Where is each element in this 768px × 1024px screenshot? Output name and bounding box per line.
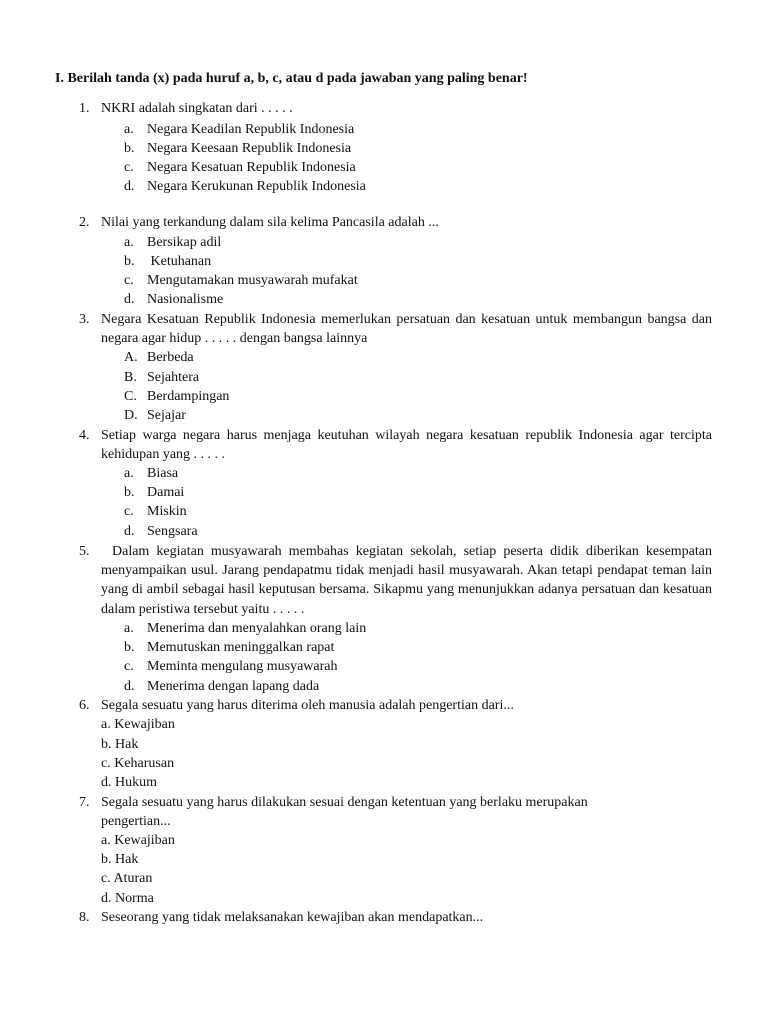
option-text: Biasa	[147, 466, 179, 481]
option-text: Menerima dengan lapang dada	[147, 679, 320, 694]
option-letter: A.	[124, 350, 138, 365]
option-text: d. Norma	[101, 891, 154, 906]
option-letter: D.	[124, 408, 138, 423]
option-letter: b.	[124, 640, 135, 655]
question-number: 6.	[79, 698, 90, 713]
instruction-heading: I. Berilah tanda (x) pada huruf a, b, c, atau d pada jawaban yang paling benar!	[55, 71, 528, 86]
option-letter: c.	[124, 273, 134, 288]
option-letter: a.	[124, 466, 134, 481]
option-text: c. Keharusan	[101, 756, 175, 771]
option-letter: B.	[124, 370, 137, 385]
option-text: Ketuhanan	[147, 254, 212, 269]
question-number: 5.	[79, 544, 90, 559]
option-letter: c.	[124, 160, 134, 175]
option-letter: C.	[124, 389, 137, 404]
question-text: Seseorang yang tidak melaksanakan kewajiban akan mendapatkan...	[101, 910, 484, 925]
question-text-line-2: pengertian...	[101, 814, 171, 829]
option-letter: a.	[124, 235, 134, 250]
option-letter: c.	[124, 504, 134, 519]
option-text: Negara Keadilan Republik Indonesia	[147, 122, 355, 137]
option-letter: b.	[124, 485, 135, 500]
question-text: Negara Kesatuan Republik Indonesia memerlukan persatuan dan kesatuan untuk membangun bangsa dan negara agar hidup . . . . . dengan bangsa lainnya	[101, 312, 712, 347]
option-text: d. Hukum	[101, 775, 157, 790]
question-number: 2.	[79, 215, 90, 230]
option-text: Meminta mengulang musyawarah	[147, 659, 338, 674]
option-letter: a.	[124, 122, 134, 137]
option-text: Menerima dan menyalahkan orang lain	[147, 621, 367, 636]
option-text: b. Hak	[101, 737, 139, 752]
option-text: c. Aturan	[101, 871, 153, 886]
option-text: a. Kewajiban	[101, 717, 175, 732]
option-letter: b.	[124, 254, 135, 269]
option-letter: d.	[124, 524, 135, 539]
option-letter: d.	[124, 292, 135, 307]
question-text: Setiap warga negara harus menjaga keutuhan wilayah negara kesatuan republik Indonesia agar tercipta kehidupan yang . . . . .	[101, 428, 712, 463]
option-text: Berbeda	[147, 350, 194, 365]
option-letter: b.	[124, 141, 135, 156]
question-text: Nilai yang terkandung dalam sila kelima Pancasila adalah ...	[101, 215, 439, 230]
option-text: Sejajar	[147, 408, 186, 423]
question-number: 7.	[79, 795, 90, 810]
question-number: 4.	[79, 428, 90, 443]
option-text: Mengutamakan musyawarah mufakat	[147, 273, 358, 288]
option-letter: c.	[124, 659, 134, 674]
option-text: Damai	[147, 485, 185, 500]
question-number: 8.	[79, 910, 90, 925]
option-text: Negara Keesaan Republik Indonesia	[147, 141, 352, 156]
question-text: Segala sesuatu yang harus diterima oleh manusia adalah pengertian dari...	[101, 698, 514, 713]
option-text: Nasionalisme	[147, 292, 224, 307]
question-text: NKRI adalah singkatan dari . . . . .	[101, 101, 293, 116]
option-text: Berdampingan	[147, 389, 230, 404]
option-text: Negara Kerukunan Republik Indonesia	[147, 179, 366, 194]
option-letter: d.	[124, 679, 135, 694]
option-text: Memutuskan meninggalkan rapat	[147, 640, 335, 655]
question-text-line-1: Segala sesuatu yang harus dilakukan sesuai dengan ketentuan yang berlaku merupakan	[101, 795, 588, 810]
question-text: Dalam kegiatan musyawarah membahas kegiatan sekolah, setiap peserta didik diberikan kesempatan menyampaikan usul. Jarang pendapatmu tidak menjadi hasil musyawarah. Akan tetapi pendapat teman lain yang di ambil sebagai hasil keputusan bersama. Sikapmu yang menunjukkan adanya persatuan dan kesatuan dalam peristiwa tersebut yaitu . . . . .	[101, 544, 712, 617]
option-text: Sengsara	[147, 524, 198, 539]
option-text: Bersikap adil	[147, 235, 222, 250]
question-number: 1.	[79, 101, 90, 116]
option-letter: a.	[124, 621, 134, 636]
option-text: a. Kewajiban	[101, 833, 175, 848]
option-letter: d.	[124, 179, 135, 194]
question-number: 3.	[79, 312, 90, 327]
option-text: Negara Kesatuan Republik Indonesia	[147, 160, 356, 175]
option-text: Sejahtera	[147, 370, 200, 385]
option-text: Miskin	[147, 504, 187, 519]
option-text: b. Hak	[101, 852, 139, 867]
